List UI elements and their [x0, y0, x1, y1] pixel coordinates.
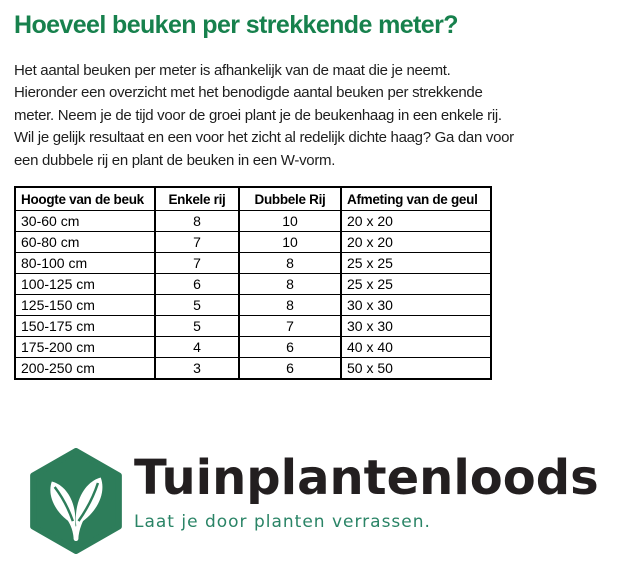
- intro-line: een dubbele rij en plant de beuken in een W-vorm.: [14, 151, 336, 169]
- geul-cell: 25 x 25: [341, 253, 491, 274]
- height-cell: 60-80 cm: [15, 232, 155, 253]
- height-cell: 200-250 cm: [15, 358, 155, 380]
- table-row: [15, 358, 491, 380]
- col-header-hoogte: Hoogte van de beuk: [15, 187, 155, 211]
- dubbele-cell: 7: [239, 316, 341, 337]
- height-cell: 150-175 cm: [15, 316, 155, 337]
- dubbele-cell: 8: [239, 253, 341, 274]
- geul-cell: 40 x 40: [341, 337, 491, 358]
- page-title: Hoeveel beuken per strekkende meter?: [14, 11, 458, 39]
- brand-tagline: Laat je door planten verrassen.: [134, 512, 431, 533]
- enkele-cell: 8: [155, 211, 239, 232]
- intro-line: Wil je gelijk resultaat en een voor het zicht al redelijk dichte haag? Ga dan voor: [14, 129, 514, 147]
- col-header-dubbele: Dubbele Rij: [239, 187, 341, 211]
- table-row: [15, 211, 491, 232]
- table-row: [15, 274, 491, 295]
- geul-cell: 25 x 25: [341, 274, 491, 295]
- leaf-hexagon-icon: [30, 448, 122, 554]
- enkele-cell: 5: [155, 316, 239, 337]
- enkele-cell: 7: [155, 232, 239, 253]
- geul-cell: 30 x 30: [341, 316, 491, 337]
- enkele-cell: 3: [155, 358, 239, 380]
- enkele-cell: 6: [155, 274, 239, 295]
- geul-cell: 50 x 50: [341, 358, 491, 380]
- intro-paragraph: [14, 60, 608, 172]
- dubbele-cell: 8: [239, 295, 341, 316]
- table-row: [15, 253, 491, 274]
- brand-name: Tuinplantenloods: [134, 450, 599, 507]
- geul-cell: 20 x 20: [341, 211, 491, 232]
- height-cell: 175-200 cm: [15, 337, 155, 358]
- logo-text-block: [134, 450, 599, 533]
- table-row: [15, 232, 491, 253]
- height-cell: 30-60 cm: [15, 211, 155, 232]
- intro-line: Het aantal beuken per meter is afhankelijk van de maat die je neemt.: [14, 62, 451, 79]
- dubbele-cell: 10: [239, 232, 341, 253]
- tuinplantenloods-logo: [30, 448, 608, 554]
- dubbele-cell: 6: [239, 358, 341, 380]
- height-cell: 80-100 cm: [15, 253, 155, 274]
- table-row: [15, 316, 491, 337]
- enkele-cell: 7: [155, 253, 239, 274]
- dubbele-cell: 8: [239, 274, 341, 295]
- col-header-afmeting: Afmeting van de geul: [341, 187, 491, 211]
- geul-cell: 20 x 20: [341, 232, 491, 253]
- col-header-enkele: Enkele rij: [155, 187, 239, 211]
- height-cell: 125-150 cm: [15, 295, 155, 316]
- geul-cell: 30 x 30: [341, 295, 491, 316]
- intro-line: Hieronder een overzicht met het benodigde aantal beuken per strekkende: [14, 84, 483, 102]
- table-row: [15, 337, 491, 358]
- table-row: [15, 295, 491, 316]
- dubbele-cell: 6: [239, 337, 341, 358]
- enkele-cell: 5: [155, 295, 239, 316]
- beuken-per-meter-table: [14, 186, 492, 380]
- dubbele-cell: 10: [239, 211, 341, 232]
- height-cell: 100-125 cm: [15, 274, 155, 295]
- table-header-row: [15, 187, 491, 211]
- intro-line: meter. Neem je de tijd voor de groei plant je de beukenhaag in een enkele rij.: [14, 106, 502, 124]
- enkele-cell: 4: [155, 337, 239, 358]
